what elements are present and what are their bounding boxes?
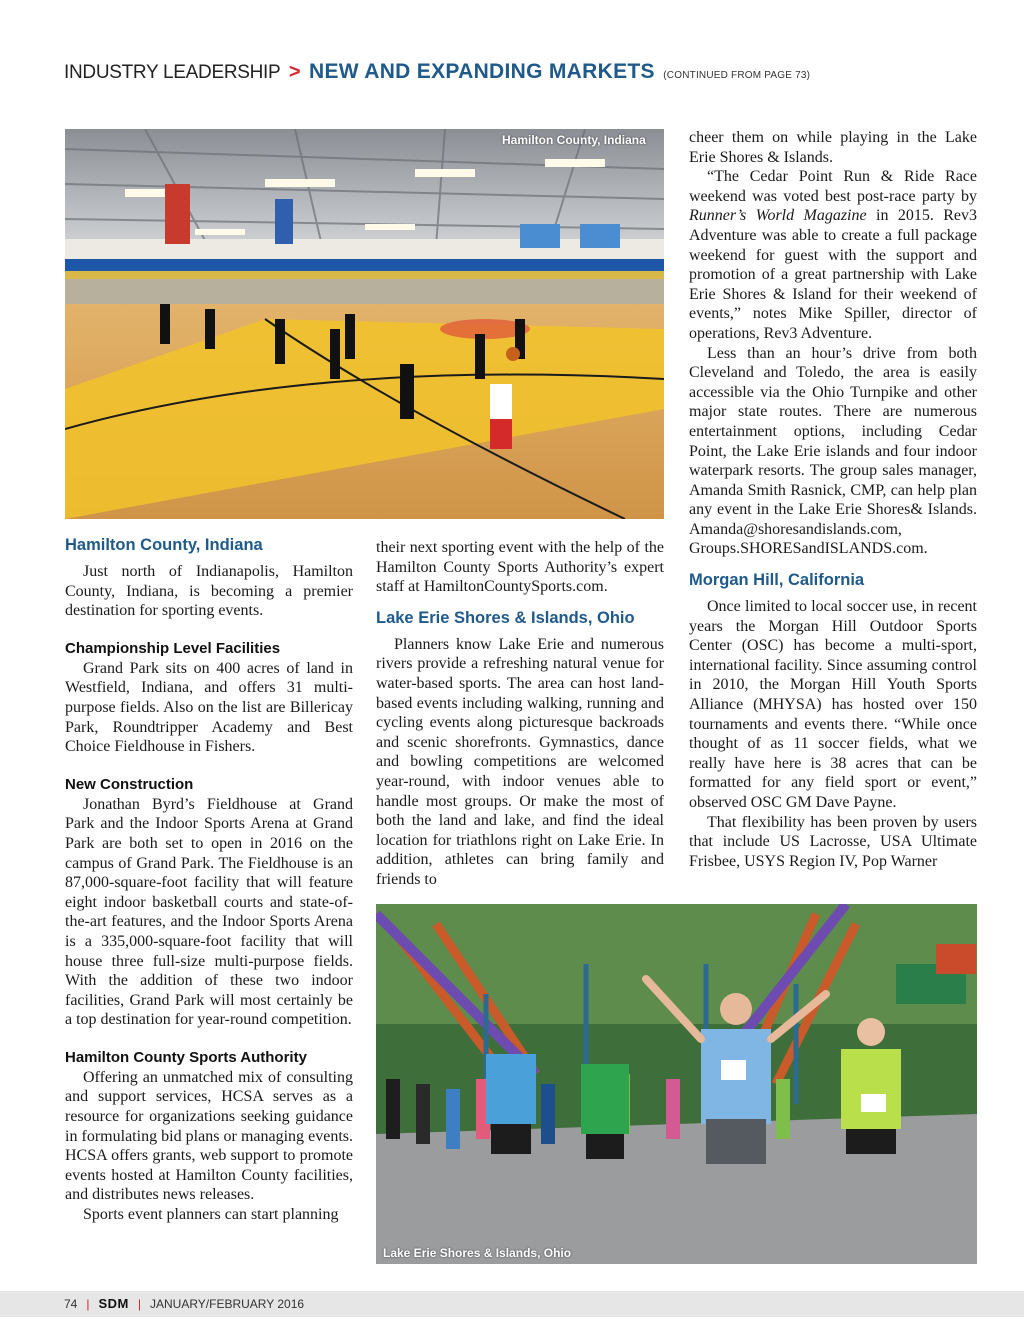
publication-name: SDM xyxy=(98,1296,129,1311)
page-footer xyxy=(0,1291,1024,1317)
page-header xyxy=(64,60,810,84)
paragraph: Planners know Lake Erie and numerous rivers provide a refreshing natural venue for water-based sports. The area can host land-based events including walking, running and cycling events along picturesque backroads and scenic shorefronts. Gymnastics, dance and bowling competitions are welcomed year-round, with indoor venues able to handle most groups. Or make the most of both the land and lake, and find the ideal location for triathlons right on Lake Erie. In addition, athletes can bring family and friends to xyxy=(376,635,664,888)
section-label: INDUSTRY LEADERSHIP xyxy=(64,62,281,83)
column-1 xyxy=(65,534,353,1225)
paragraph: Just north of Indianapolis, Hamilton County, Indiana, is becoming a premier destination for sporting events. xyxy=(65,563,353,620)
footer-divider: | xyxy=(137,1297,141,1311)
text-run: “The Cedar Point Run & Ride Race weekend was voted best post-race party by xyxy=(689,168,977,205)
page-number: 74 xyxy=(64,1297,78,1311)
subheading-facilities: Championship Level Facilities xyxy=(65,639,281,657)
page-title: NEW AND EXPANDING MARKETS xyxy=(308,60,655,83)
column-3 xyxy=(689,128,977,871)
breadcrumb-separator: > xyxy=(288,61,301,83)
issue-date: JANUARY/FEBRUARY 2016 xyxy=(150,1297,305,1311)
subheading-construction: New Construction xyxy=(65,775,194,793)
subheading-hcsa: Hamilton County Sports Authority xyxy=(65,1048,307,1066)
basketball-court-photo xyxy=(65,129,664,519)
paragraph: cheer them on while playing in the Lake Erie Shores & Islands. xyxy=(689,129,977,166)
magazine-name: Runner’s World Magazine xyxy=(689,207,867,225)
continued-note: (CONTINUED FROM PAGE 73) xyxy=(663,70,811,81)
text-run: in 2015. Rev3 Adventure was able to create a full package weekend for guest with the support and promotion of a great partnership with Lake Erie Shores & Island for their weekend of events,” notes Mike Spiller, director of operations, Rev3 Adventure. xyxy=(689,207,977,342)
top-photo-caption: Hamilton County, Indiana xyxy=(502,133,646,147)
paragraph xyxy=(689,167,977,343)
footer-divider: | xyxy=(86,1297,90,1311)
paragraph: That flexibility has been proven by users that include US Lacrosse, USA Ultimate Frisbee, USYS Region IV, Pop Warner xyxy=(689,813,977,870)
column-2 xyxy=(376,538,664,890)
paragraph: their next sporting event with the help of the Hamilton County Sports Authority’s expert staff at HamiltonCountySports.com. xyxy=(376,539,664,596)
paragraph: Offering an unmatched mix of consulting and support services, HCSA serves as a resource for organizations seeking guidance in formulating bid plans or managing events. HCSA offers grants, web support to promote events hosted at Hamilton County facilities, and distributes news releases. xyxy=(65,1068,353,1204)
section-heading-morgan-hill: Morgan Hill, California xyxy=(689,571,865,590)
paragraph: Jonathan Byrd’s Fieldhouse at Grand Park and the Indoor Sports Arena at Grand Park are both set to open in 2016 on the campus of Grand Park. The Fieldhouse is an 87,000-square-foot facility that will feature eight indoor basketball courts and state-of-the-art features, and the Indoor Sports Arena is a 335,000-square-foot facility that will house three full-size multi-purpose fields. With the addition of these two indoor facilities, Grand Park will most certainly be a top destination for year-round competition. xyxy=(65,795,353,1029)
section-heading-hamilton: Hamilton County, Indiana xyxy=(65,536,263,554)
paragraph: Sports event planners can start planning xyxy=(83,1206,339,1224)
bottom-photo-caption: Lake Erie Shores & Islands, Ohio xyxy=(383,1246,572,1260)
runners-photo xyxy=(376,904,977,1264)
paragraph: Less than an hour’s drive from both Cleveland and Toledo, the area is easily accessible via the Ohio Turnpike and other major state routes. There are numerous entertainment options, including Cedar Point, the Lake Erie islands and four indoor waterpark resorts. The group sales manager, Amanda Smith Rasnick, CMP, can help plan any event in the Lake Erie Shores& Islands. Amanda@shoresandislands.com, Groups.SHORESandISLANDS.com. xyxy=(689,344,977,558)
footer-text xyxy=(64,1296,304,1311)
paragraph: Grand Park sits on 400 acres of land in Westfield, Indiana, and offers 31 multi-purpose fields. Also on the list are Billericay Park, Roundtripper Academy and Best Choice Fieldhouse in Fishers. xyxy=(65,659,353,756)
paragraph: Once limited to local soccer use, in recent years the Morgan Hill Outdoor Sports Center (OSC) has become a multi-sport, international facility. Since assuming control in 2010, the Morgan Hill Youth Sports Alliance (MHYSA) has hosted over 150 tournaments and events there. “While once thought of as 11 soccer fields, what we really have here is 38 acres that can be formatted for any field sport or event,” observed OSC GM Dave Payne. xyxy=(689,598,977,811)
section-heading-lake-erie: Lake Erie Shores & Islands, Ohio xyxy=(376,608,635,627)
